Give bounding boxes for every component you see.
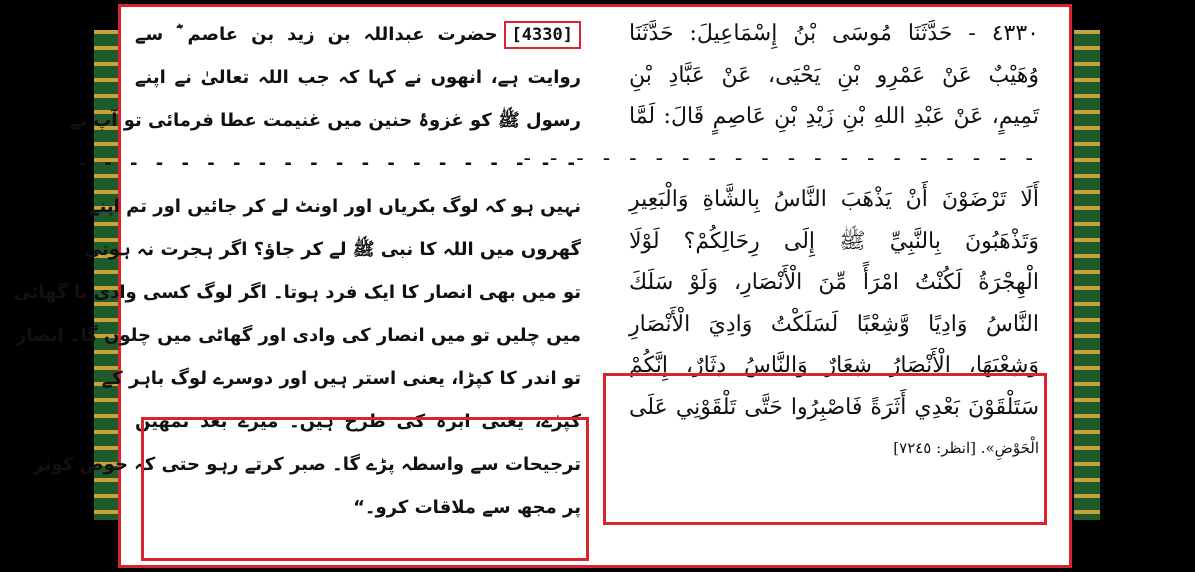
- urdu-line: روایت ہے، انھوں نے کہا کہ جب اللہ تعالیٰ نے اپنے: [135, 67, 581, 88]
- arabic-line: وُهَيْبٌ عَنْ عَمْرِو بْنِ يَحْيَى، عَنْ عَبَّادِ بْنِ: [629, 62, 1039, 88]
- decorative-border-right: [1074, 30, 1100, 520]
- urdu-line-text: حضرت عبداللہ بن زید بن عاصم ؓ سے: [135, 24, 498, 45]
- arabic-line: تَمِيمٍ، عَنْ عَبْدِ اللهِ بْنِ زَيْدِ بْنِ عَاصِمٍ قَالَ: لَمَّا: [629, 104, 1039, 129]
- arabic-line: ٤٣٣٠ - حَدَّثَنَا مُوسَى بْنُ إِسْمَاعِيلَ: حَدَّثَنَا: [629, 21, 1039, 46]
- urdu-line: تو اندر کا کپڑا، یعنی استر ہیں اور دوسرے لوگ باہر کے: [101, 368, 581, 389]
- book-page: [13, 4, 1072, 568]
- arabic-line: وَشِعْبَهَا، الْأَنْصَارُ شِعَارٌ وَالنَّاسُ دِثَارٌ، إِنَّكُمْ: [629, 353, 1039, 378]
- urdu-line: ترجیحات سے واسطہ پڑے گا۔ صبر کرتے رہو حتی کہ حوض کوثر: [33, 454, 581, 475]
- urdu-line: تو میں بھی انصار کا ایک فرد ہوتا۔ اگر لوگ کسی وادی یا گھاٹی: [13, 282, 581, 303]
- arabic-line: سَتَلْقَوْنَ بَعْدِي أَثَرَةً فَاصْبِرُوا حَتَّى تَلْقَوْنِي عَلَى: [629, 394, 1039, 420]
- urdu-line: گھروں میں اللہ کا نبی ﷺ لے کر جاؤ؟ اگر ہجرت نہ ہوتی: [83, 239, 581, 260]
- arabic-line: الْحَوْضِ». [انظر: ٧٢٤٥]: [893, 439, 1039, 457]
- hadith-number-badge: [4330]: [504, 21, 581, 49]
- hadith-number: 4330: [521, 25, 563, 45]
- urdu-line-first: [135, 13, 581, 56]
- urdu-translation-column: [13, 13, 581, 529]
- arabic-line: أَلَا تَرْضَوْنَ أَنْ يَذْهَبَ النَّاسُ بِالشَّاةِ وَالْبَعِيرِ: [629, 187, 1039, 212]
- urdu-line: نہیں ہو کہ لوگ بکریاں اور اونٹ لے کر جائیں اور تم اپنے: [89, 196, 581, 217]
- arabic-line: الْهِجْرَةُ لَكُنْتُ امْرَأً مِّنَ الْأَنْصَارِ، وَلَوْ سَلَكَ: [629, 270, 1039, 295]
- urdu-line: میں چلیں تو میں انصار کی وادی اور گھاٹی میں چلوں گا۔ انصار: [15, 325, 581, 346]
- arabic-line: وَتَذْهَبُونَ بِالنَّبِيِّ ﷺ إِلَى رِحَالِكُمْ؟ لَوْلَا: [629, 228, 1039, 254]
- arabic-line: النَّاسُ وَادِيًا وَّشِعْبًا لَسَلَكْتُ وَادِيَ الْأَنْصَارِ: [629, 311, 1039, 337]
- urdu-line: کپڑے، یعنی ابرہ کی طرح ہیں۔ میرے بعد تمھیں: [135, 411, 581, 432]
- section-separator: - - - - - - - - - - - - - - - - - - - -: [78, 153, 581, 174]
- urdu-line: رسول ﷺ کو غزوۂ حنین میں غنیمت عطا فرمائی تو آپ نے: [69, 110, 581, 131]
- section-separator: - - - - - - - - - - - - - - - - - - - -: [523, 145, 1039, 171]
- urdu-line: پر مجھ سے ملاقات کرو۔“: [353, 497, 581, 518]
